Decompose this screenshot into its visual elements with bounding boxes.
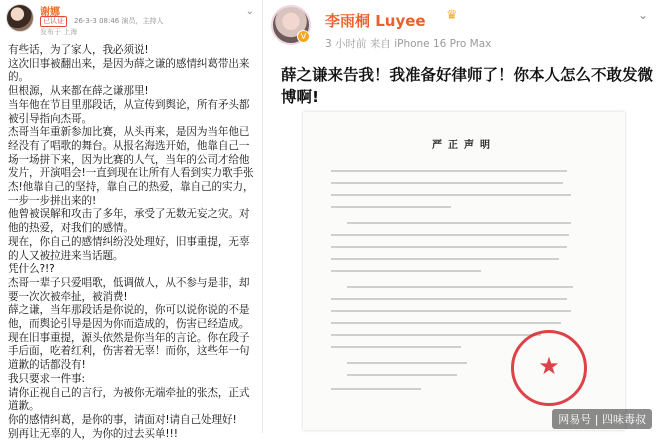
document-text-line	[331, 258, 559, 260]
statement-document-image[interactable]	[303, 112, 625, 430]
post-body	[8, 44, 258, 441]
verified-badge: 已认证	[40, 16, 67, 27]
red-seal-stamp	[511, 330, 587, 406]
post-paragraph: 我只要求一件事:	[8, 372, 85, 385]
post-paragraph: 你的感情纠葛，是你的事，请面对!请自己处理好!	[8, 413, 237, 426]
post-paragraph: 他曾被误解和攻击了多年，承受了无数无妄之灾。对他的热爱，对我们的感情。	[8, 208, 250, 235]
post-paragraph: 杰哥一辈子只爱唱歌，低调做人，从不参与是非，却要一次次被牵扯，被消费!	[8, 276, 250, 303]
chevron-down-icon[interactable]: ⌄	[245, 6, 254, 17]
document-text-line	[331, 310, 571, 312]
left-post-panel	[0, 0, 263, 440]
document-text-line	[331, 334, 541, 336]
document-text-line	[331, 246, 567, 248]
chevron-down-icon[interactable]: ⌄	[637, 8, 648, 22]
post-meta: 26-3-3 08:46 演员，主持人	[74, 17, 164, 25]
document-text-line	[331, 194, 571, 196]
author-name[interactable]: 谢娜	[40, 7, 60, 18]
crown-icon: ♛	[446, 8, 458, 23]
post-paragraph: 当年他在节目里那段话，从宣传到舆论，所有矛头都被引导指向杰哥。	[8, 98, 250, 125]
post-paragraph: 请你正视自己的言行，为被你无端牵扯的张杰，正式道歉。	[8, 386, 250, 413]
post-meta: 3 小时前 来自 iPhone 16 Pro Max	[325, 38, 492, 50]
author-name[interactable]: 李雨桐 Luyee	[325, 12, 426, 30]
document-text-line	[331, 170, 567, 172]
post-location: 发布于 上海	[40, 28, 78, 36]
post-paragraph: 有些话，为了家人，我必须说!	[8, 44, 149, 56]
post-paragraph: 别再让无辜的人，为你的过去买单!!!	[8, 427, 178, 440]
post-paragraph: 薛之谦，当年那段话是你说的，你可以说你说的不是他，而舆论引导是因为你而造成的，伤害已经造成。现在旧事重提，源头依然是你当年的言论。你在段子手后面，吃着红利，伤害着无辜！而你，这些年一句道歉的话都没有!	[8, 304, 250, 372]
post-paragraph: 凭什么?!?	[8, 263, 55, 276]
document-text-line	[347, 374, 457, 376]
document-title: 严正声明	[432, 140, 496, 151]
avatar[interactable]	[6, 4, 34, 32]
star-icon: ★	[538, 352, 560, 380]
document-text-line	[331, 182, 563, 184]
verified-icon: V	[297, 30, 310, 43]
document-text-line	[331, 270, 481, 272]
post-paragraph: 现在，你自己的感情纠纷没处理好，旧事重提，无辜的人又被拉进来当话题。	[8, 235, 250, 262]
document-text-line	[331, 388, 421, 390]
document-text-line	[331, 298, 567, 300]
post-paragraph: 但根源，从来都在薛之谦那里!	[8, 85, 149, 98]
document-text-line	[347, 362, 467, 364]
post-text: 薛之谦来告我！我准备好律师了！你本人怎么不敢发微博啊!	[281, 66, 654, 106]
document-text-line	[347, 222, 571, 224]
document-text-line	[331, 322, 561, 324]
post-paragraph: 这次旧事被翻出来，是因为薛之谦的感情纠葛带出来的。	[8, 57, 250, 84]
watermark: 网易号 | 四味毒叔	[552, 409, 652, 429]
document-text-line	[331, 206, 451, 208]
document-text-line	[347, 286, 573, 288]
document-text-line	[331, 346, 461, 348]
post-paragraph: 杰哥当年重新参加比赛，从头再来，是因为当年他已经没有了唱歌的舞台。从报名海选开始，他靠自己一场一场拼下来，因为比赛的人气，当年的公司才给他发片，开演唱会!一直到现在让所有人看到实力歌手张杰!他靠自己的坚持，靠自己的热爱，靠自己的实力，一步一步拼出来的!	[8, 126, 254, 207]
right-post-panel	[263, 0, 660, 433]
left-post-header	[0, 0, 262, 40]
document-text-line	[331, 234, 569, 236]
